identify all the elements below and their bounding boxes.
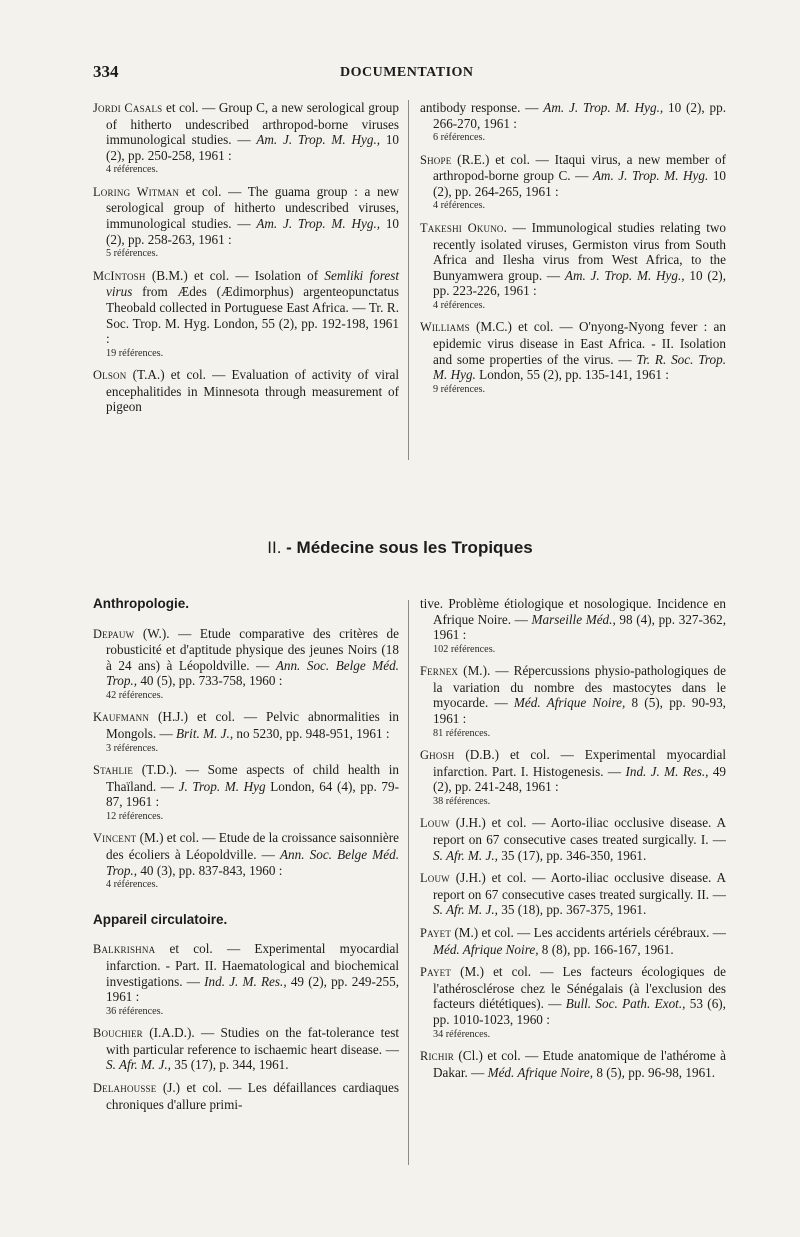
entry-journal: Ann. Soc. Belge Méd. Trop.,: [106, 847, 399, 878]
entry-reference-count: 4 références.: [106, 879, 159, 891]
entry-journal: Méd. Afrique Noire,: [487, 1064, 594, 1080]
entry-author: Ghosh: [420, 748, 455, 763]
entry-reference-count: 4 références.: [433, 200, 486, 212]
entry-text: [420, 815, 726, 863]
entry-citation: 10 (2), pp. 223-226, 1961 :: [433, 267, 727, 299]
entry-reference-count: 12 références.: [106, 810, 164, 822]
bibliography-entry: [420, 964, 726, 1041]
bibliography-entry: [420, 100, 726, 145]
entry-citation: 49 (2), pp. 241-248, 1961 :: [433, 763, 727, 795]
entry-reference-count: 102 références.: [433, 643, 496, 655]
bibliography-entry: [93, 941, 399, 1018]
bibliography-entry: [93, 709, 399, 755]
entry-text: [93, 709, 399, 741]
entry-text: [93, 830, 399, 878]
entry-reference-count: 4 références.: [433, 299, 486, 311]
entry-title: (J.H.) et col. — Aorto-iliac occlusive disease. A report on 67 consecutive cases treated surgically. II. —: [433, 870, 726, 902]
section-dash: -: [281, 538, 297, 557]
entry-author: Jordi Casals: [93, 101, 163, 115]
section-heading: [0, 538, 800, 558]
entry-title: (I.A.D.). — Studies on the fat-tolerance test with particular reference to ischaemic heart disease. —: [106, 1025, 399, 1057]
entry-title: tive. Problème étiologique et nosologique. Incidence en Afrique Noire. —: [420, 596, 726, 627]
entry-journal: Bull. Soc. Path. Exot.,: [565, 996, 686, 1012]
entry-journal: Am. J. Trop. M. Hyg.,: [543, 100, 664, 115]
section-number: II.: [267, 538, 282, 557]
entry-author: Payet: [420, 926, 452, 940]
entry-author: Kaufmann: [93, 710, 150, 725]
entry-text: [93, 626, 399, 689]
entry-journal: Am. J. Trop. M. Hyg.,: [256, 216, 381, 232]
entry-citation: 35 (17), pp. 346-350, 1961.: [497, 847, 647, 863]
entry-title: et col. — The guama group : a new serological group of hitherto undescribed viruses, immunological studies. —: [106, 183, 399, 232]
entry-title: (T.D.). — Some aspects of child health in Thaïland. —: [106, 762, 399, 794]
entry-journal: Semliki forest virus: [106, 267, 399, 300]
entry-citation: 53 (6), pp. 1010-1023, 1960 :: [433, 996, 726, 1027]
subheading-appareil-circulatoire: Appareil circulatoire.: [93, 911, 228, 927]
entry-author: Richir: [420, 1049, 454, 1064]
bibliography-entry: [93, 830, 399, 891]
entry-author: Payet: [420, 965, 452, 980]
entry-reference-count: 9 références.: [433, 383, 486, 395]
entry-journal: Tr. R. Soc. Trop. M. Hyg.: [433, 351, 726, 383]
bibliography-entry: [93, 762, 399, 823]
entry-title: (Cl.) et col. — Etude anatomique de l'athérome à Dakar. —: [433, 1048, 726, 1080]
entry-journal: S. Afr. M. J.,: [106, 1057, 171, 1073]
entry-author: Shope: [420, 152, 452, 167]
bibliography-entry: [93, 1080, 399, 1112]
entry-citation: 35 (17), p. 344, 1961.: [170, 1057, 289, 1073]
running-head: DOCUMENTATION: [340, 65, 474, 80]
entry-citation: 8 (5), pp. 96-98, 1961.: [593, 1064, 716, 1080]
entry-text: [420, 596, 726, 643]
page-number: 334: [93, 62, 119, 81]
entry-text: [93, 762, 399, 810]
entry-author: Depauw: [93, 626, 135, 641]
entry-reference-count: 38 références.: [433, 795, 491, 807]
section-title: Médecine sous les Tropiques: [296, 538, 533, 557]
bibliography-entry: [93, 184, 399, 261]
entry-citation: 10 (2), pp. 250-258, 1961 :: [106, 132, 400, 163]
entry-journal: Ind. J. M. Res.,: [204, 973, 287, 989]
bibliography-entry: [93, 268, 399, 360]
entry-citation: 10 (2), pp. 258-263, 1961 :: [106, 216, 400, 247]
entry-journal: Am. J. Trop. M. Hyg.,: [256, 132, 381, 148]
entry-text: [93, 1025, 399, 1073]
entry-journal: S. Afr. M. J.,: [433, 847, 498, 863]
bibliography-entry: [420, 815, 726, 863]
entry-text: [420, 152, 726, 200]
entry-citation: no 5230, pp. 948-951, 1961 :: [233, 726, 390, 742]
entry-author: Delahousse: [93, 1080, 157, 1095]
entry-reference-count: 42 références.: [106, 689, 164, 701]
entry-reference-count: 4 références.: [106, 164, 159, 176]
entry-citation: 40 (3), pp. 837-843, 1960 :: [137, 862, 283, 878]
entry-author: Fernex: [420, 664, 459, 679]
entry-text: [420, 747, 726, 795]
entry-text: [420, 220, 726, 299]
entry-title: (R.E.) et col. — Itaqui virus, a new member of arthropod-borne group C. —: [433, 151, 726, 184]
entry-citation: 40 (5), pp. 733-758, 1960 :: [137, 673, 283, 689]
entry-citation: London, 55 (2), pp. 135-141, 1961 :: [475, 367, 669, 383]
entry-title: antibody response. —: [420, 100, 544, 115]
bibliography-entry: [420, 596, 726, 656]
column-top-left: [93, 100, 399, 422]
entry-title: (M.) et col. — Les accidents artériels cérébraux. —: [451, 925, 726, 940]
entry-journal: S. Afr. M. J.,: [433, 902, 498, 918]
entry-title: (M.). — Répercussions physio-pathologiques de la variation du nombre des mastocytes dans le myocarde. —: [433, 663, 726, 711]
entry-reference-count: 81 références.: [433, 727, 491, 739]
entry-citation: 10 (2), pp. 266-270, 1961 :: [433, 100, 726, 131]
entry-title: (M.C.) et col. — O'nyong-Nyong fever : an epidemic virus disease in East Africa. - II. Isolation and some properties of the virus. —: [433, 319, 726, 367]
entry-journal: Méd. Afrique Noire,: [513, 695, 626, 711]
column-bottom-right: [420, 596, 726, 1087]
bibliography-entry: [93, 1025, 399, 1073]
entry-citation: 8 (5), pp. 90-93, 1961 :: [433, 695, 726, 727]
entry-title: (D.B.) et col. — Experimental myocardial infarction. Part. I. Histogenesis. —: [433, 747, 726, 779]
bibliography-entry: [420, 319, 726, 396]
entry-text: [93, 268, 399, 347]
entry-author: Takeshi Okuno: [420, 220, 504, 235]
entry-reference-count: 3 références.: [106, 742, 159, 754]
entry-text: [420, 964, 726, 1027]
entry-author: Olson: [93, 368, 127, 383]
entry-journal: Brit. M. J.,: [175, 726, 234, 742]
bibliography-entry: [93, 626, 399, 703]
entry-citation: 98 (4), pp. 327-362, 1961 :: [433, 611, 726, 643]
entry-citation: London, 64 (4), pp. 79-87, 1961 :: [106, 778, 399, 810]
entry-title: et col. — Group C, a new serological group of hitherto undescribed arthropod-borne viruses immunological studies. —: [106, 100, 399, 148]
entry-text: [93, 1080, 399, 1112]
bibliography-entry: [420, 220, 726, 312]
entry-title: (H.J.) et col. — Pelvic abnormalities in Mongols. —: [106, 709, 399, 742]
entry-title: (T.A.) et col. — Evaluation of activity of viral encephalitides in Minnesota through measurement of pigeon: [106, 367, 399, 415]
column-top-right: [420, 100, 726, 403]
bibliography-entry: [420, 747, 726, 808]
entry-author: McIntosh: [93, 268, 146, 283]
entry-journal: J. Trop. M. Hyg: [178, 778, 266, 794]
entry-reference-count: 6 références.: [433, 132, 486, 144]
entry-author: Williams: [420, 320, 470, 335]
entry-reference-count: 34 références.: [433, 1028, 491, 1040]
entry-text: [93, 100, 399, 163]
entry-text: [420, 663, 726, 726]
entry-title: (J.H.) et col. — Aorto-iliac occlusive disease. A report on 67 consecutive cases treated surgically. I. —: [433, 815, 726, 848]
subheading-anthropologie: Anthropologie.: [93, 596, 189, 611]
entry-title: (W.). — Etude comparative des critères de robusticité et d'aptitude physique des jeunes Noirs (18 à 24 ans) à Léopoldville. —: [106, 625, 399, 673]
entry-journal: Am. J. Trop. M. Hyg.,: [564, 267, 685, 283]
entry-title: (M.) et col. — Etude de la croissance saisonnière des écoliers à Léopoldville. —: [106, 830, 399, 863]
entry-title: (J.) et col. — Les défaillances cardiaques chroniques d'allure primi-: [106, 1079, 399, 1112]
entry-author: Balkrishna: [93, 942, 156, 957]
entry-author: Louw: [420, 816, 450, 831]
entry-author: Stahlie: [93, 763, 134, 778]
entries-appareil-circulatoire: [93, 941, 399, 1112]
entries-anthropologie: [93, 626, 399, 892]
column-bottom-left: [93, 596, 399, 1119]
entry-text: [420, 100, 726, 131]
entry-journal: Méd. Afrique Noire,: [433, 941, 539, 957]
entry-title: et col. — Experimental myocardial infarction. - Part. II. Haematological and biochemical investigations. —: [106, 941, 399, 989]
entry-citation: 35 (18), pp. 367-375, 1961.: [497, 902, 647, 918]
entry-title: . — Immunological studies relating two recently isolated viruses, Germiston virus from South Africa and Ilesha virus from West Africa, to the Bunyamwera group. —: [433, 219, 726, 283]
bibliography-entry: [93, 367, 399, 415]
bibliography-entry: [420, 663, 726, 740]
bibliography-entry: [420, 152, 726, 213]
entry-text: [420, 1048, 726, 1080]
entry-text: [420, 925, 726, 957]
entry-citation: 10 (2), pp. 264-265, 1961 :: [433, 168, 727, 199]
entry-citation: 49 (2), pp. 249-255, 1961 :: [106, 973, 399, 1005]
entry-text: [93, 184, 399, 247]
entry-citation: from Ædes (Ædimorphus) argenteopunctatus Theobald collected in Portuguese East Africa. — Tr. R. Soc. Trop. M. Hyg. London, 55 (2), pp. 192-198, 1961 :: [106, 284, 399, 347]
entry-title: (M.) et col. — Les facteurs écologiques de l'athérosclérose chez le Sénégalais (à l'exclusion des facteurs diététiques). —: [433, 964, 726, 1012]
entry-reference-count: 5 références.: [106, 248, 159, 260]
entry-text: [420, 319, 726, 382]
bibliography-entry: [420, 925, 726, 957]
entry-author: Bouchier: [93, 1026, 143, 1041]
entry-text: [93, 367, 399, 415]
entry-reference-count: 19 références.: [106, 347, 164, 359]
bibliography-entry: [420, 870, 726, 918]
entry-author: Vincent: [93, 831, 137, 846]
bibliography-entry: [420, 1048, 726, 1080]
entry-author: Louw: [420, 871, 450, 886]
entry-journal: Am. J. Trop. M. Hyg.: [592, 168, 709, 184]
entry-text: [93, 941, 399, 1004]
column-divider: [408, 100, 409, 460]
entry-journal: Marseille Méd.,: [531, 611, 616, 627]
entry-journal: Ann. Soc. Belge Méd. Trop.,: [106, 657, 399, 689]
entry-journal: Ind. J. M. Res.,: [625, 763, 709, 779]
column-divider: [408, 600, 409, 1165]
bibliography-entry: [93, 100, 399, 177]
entry-citation: 8 (8), pp. 166-167, 1961.: [538, 941, 674, 957]
entry-author: Loring Witman: [93, 184, 180, 199]
entry-reference-count: 36 références.: [106, 1005, 164, 1017]
entry-text: [420, 870, 726, 918]
entry-title: (B.M.) et col. — Isolation of: [145, 267, 325, 283]
